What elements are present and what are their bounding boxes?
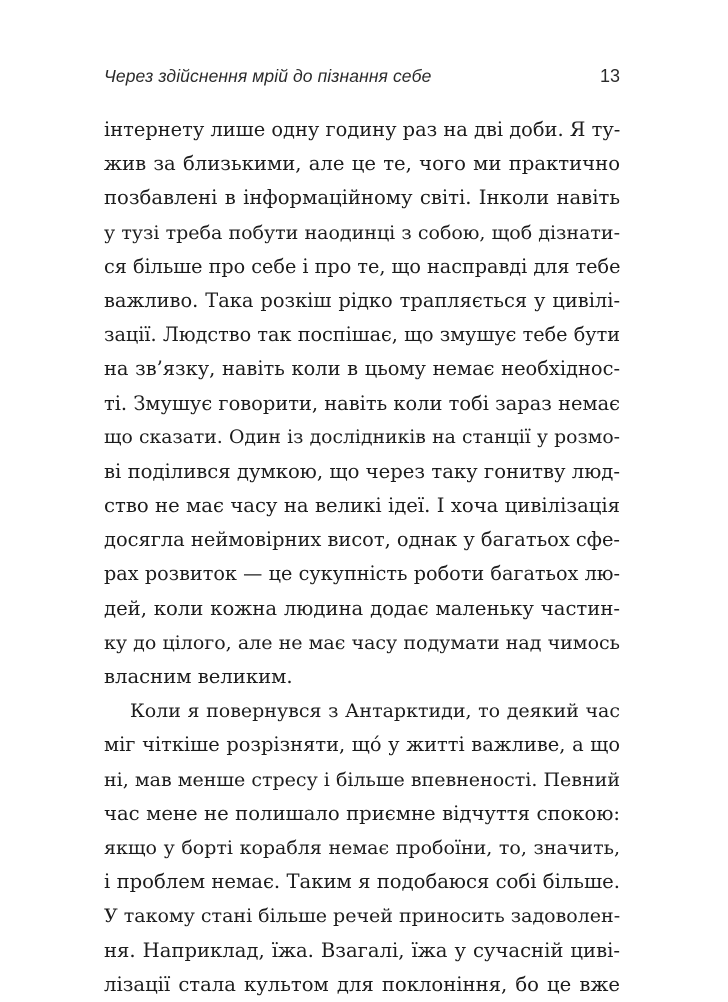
text-line: досягла неймовірних висот, однак у багатьох сфе-: [104, 528, 620, 552]
running-title: Через здійснення мрій до пізнання себе: [104, 66, 432, 86]
text-line: на зв’язку, навіть коли в цьому немає необхіднос-: [104, 357, 620, 381]
body-text: [104, 113, 620, 1002]
text-line: ні, мав менше стресу і більше впевненості. Певний: [104, 768, 620, 791]
text-line: дей, коли кожна людина додає маленьку частин-: [104, 596, 620, 620]
text-line: лізації стала культом для поклоніння, бо це вже: [104, 972, 620, 996]
text-line: у тузі треба побути наодинці з собою, щоб дізнати-: [104, 221, 620, 244]
text-line: ті. Змушує говорити, навіть коли тобі зараз немає: [104, 391, 620, 415]
paragraph-1: [104, 113, 620, 694]
text-line: ся більше про себе і про те, що насправді для тебе: [104, 254, 621, 278]
text-line: ня. Наприклад, їжа. Взагалі, їжа у сучасній циві-: [104, 938, 620, 962]
text-line: Коли я повернувся з Антарктиди, то деякий час: [130, 700, 620, 723]
running-header: [104, 66, 620, 96]
text-line: ство не має часу на великі ідеї. І хоча цивілізація: [104, 494, 620, 518]
text-line: У такому стані більше речей приносить задоволен-: [104, 905, 621, 928]
text-line: інтернету лише одну годину раз на дві доби. Я ту-: [104, 118, 621, 141]
text-line: важливо. Така розкіш рідко трапляється у цивілі-: [104, 288, 620, 312]
text-line: ві поділився думкою, що через таку гонитву люд-: [104, 459, 620, 483]
text-line: що сказати. Один із дослідників на станції у розмо-: [104, 426, 620, 448]
text-line: і проблем немає. Таким я подобаюся собі більше.: [104, 870, 620, 894]
text-line: міг чіткіше розрізняти, що́ у житті важливе, а що: [104, 733, 620, 757]
text-line: власним великим.: [104, 665, 293, 688]
paragraph-2: [104, 694, 620, 1002]
page-number: 13: [599, 66, 620, 86]
text-line: позбавлені в інформаційному світі. Інколи навіть: [104, 186, 620, 210]
text-line: час мене не полишало приємне відчуття спокою:: [104, 801, 620, 825]
text-line: жив за близькими, але це те, чого ми практично: [104, 152, 620, 176]
text-line: рах розвиток — це сукупність роботи багатьох лю-: [104, 562, 620, 586]
text-line: ку до цілого, але не має часу подумати над чимось: [104, 631, 620, 654]
text-line: якщо у борті корабля немає пробоїни, то, значить,: [104, 836, 620, 859]
text-line: зації. Людство так поспішає, що змушує тебе бути: [104, 323, 620, 347]
